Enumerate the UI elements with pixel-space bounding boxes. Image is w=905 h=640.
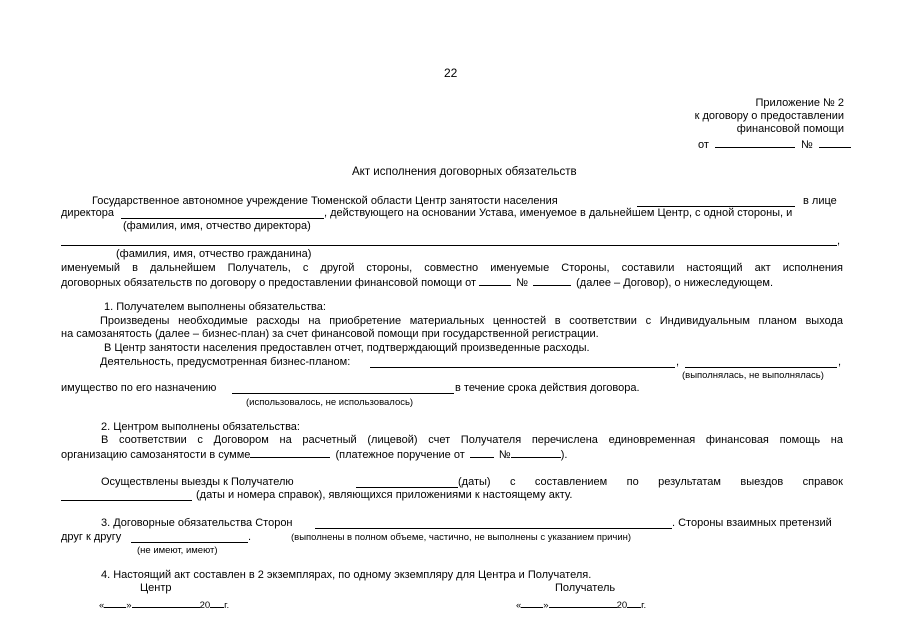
center-year-blank[interactable]: [210, 597, 224, 608]
appendix-number-blank[interactable]: [819, 137, 851, 148]
citizen-comma: ,: [837, 235, 841, 247]
section1-p1-line1: Произведены необходимые расходы на приобретение материальных ценностей в соответствии с Индивидуальным планом выхода: [100, 315, 843, 327]
recipient-signature-date: « » 20 г.: [516, 597, 646, 612]
center-label: Центр: [140, 582, 172, 594]
section2-p1-line2: организацию самозанятости в сумме (платежное поручение от № ).: [61, 449, 568, 461]
visit-dates-blank[interactable]: [356, 487, 458, 488]
center-day-blank[interactable]: [104, 597, 126, 608]
payment-date-blank[interactable]: [470, 447, 494, 458]
recipient-month-blank[interactable]: [549, 597, 617, 608]
section3-line1-b: . Стороны взаимных претензий: [672, 517, 832, 529]
obligations-status-blank[interactable]: [315, 528, 672, 529]
recipient-day-blank[interactable]: [521, 597, 543, 608]
contract-number-blank[interactable]: [533, 275, 571, 286]
activity-blank[interactable]: [370, 367, 675, 368]
section2-visits-b: (даты) с составлением по результатам выездов справок: [458, 476, 843, 488]
citizen-name-blank[interactable]: [61, 245, 837, 246]
section3-line1-a: 3. Договорные обязательства Сторон: [101, 517, 293, 529]
amount-blank[interactable]: [250, 447, 330, 458]
appendix-line3: финансовой помощи: [736, 123, 844, 135]
claims-blank[interactable]: [131, 542, 248, 543]
intro-line2-start: директора: [61, 207, 115, 219]
intro-line1: Государственное автономное учреждение Тюменской области Центр занятости населения: [92, 195, 558, 207]
intro-line2-text: , действующего на основании Устава, именуемое в дальнейшем Центр, с одной стороны, и: [324, 207, 793, 219]
appendix-line2: к договору о предоставлении: [694, 110, 844, 122]
appendix-date-line: от №: [698, 137, 851, 152]
intro-line4: именуемый в дальнейшем Получатель, с другой стороны, совместно именуемые Стороны, составили настоящий акт исполнения: [61, 262, 843, 274]
activity-comma2: ,: [838, 356, 842, 368]
section2-visits-line2: (даты и номера справок), являющихся приложениями к настоящему акту.: [196, 489, 573, 501]
payment-number-blank[interactable]: [511, 447, 561, 458]
activity-hint: (выполнялась, не выполнялась): [682, 370, 824, 381]
section1-p2: В Центр занятости населения предоставлен отчет, подтверждающий произведенные расходы.: [104, 342, 590, 354]
director-name-blank[interactable]: [121, 218, 324, 219]
claims-hint: (не имеют, имеют): [137, 545, 218, 556]
property-usage-blank[interactable]: [232, 393, 454, 394]
section2-heading: 2. Центром выполнены обязательства:: [101, 421, 300, 433]
page-number: 22: [444, 66, 458, 80]
reports-blank[interactable]: [61, 500, 192, 501]
citizen-hint: (фамилия, имя, отчество гражданина): [116, 248, 312, 260]
recipient-year-blank[interactable]: [627, 597, 641, 608]
document-title: Акт исполнения договорных обязательств: [352, 166, 577, 178]
contract-date-blank[interactable]: [479, 275, 511, 286]
section3-line2-a: друг к другу: [61, 531, 122, 543]
section1-heading: 1. Получателем выполнены обязательства:: [104, 301, 326, 313]
appendix-date-blank[interactable]: [715, 137, 795, 148]
director-hint: (фамилия, имя, отчество директора): [123, 220, 311, 232]
section2-p1-line1: В соответствии с Договором на расчетный (лицевой) счет Получателя перечислена единовременная финансовая помощь на: [101, 434, 843, 446]
section1-p3: Деятельность, предусмотренная бизнес-планом:: [100, 356, 351, 368]
section2-visits-a: Осуществлены выезды к Получателю: [101, 476, 294, 488]
activity-comma1: ,: [676, 356, 680, 368]
center-month-blank[interactable]: [132, 597, 200, 608]
obligations-hint: (выполнены в полном объеме, частично, не выполнены с указанием причин): [291, 532, 632, 543]
section1-p1-line2: на самозанятость (далее – бизнес-план) за счет финансовой помощи при государственной регистрации.: [61, 328, 599, 340]
activity-status-blank[interactable]: [685, 367, 837, 368]
section4-text: 4. Настоящий акт составлен в 2 экземплярах, по одному экземпляру для Центра и Получателя.: [101, 569, 592, 581]
intro-line5: договорных обязательств по договору о предоставлении финансовой помощи от № (далее – Договор), о нижеследующем.: [61, 277, 774, 289]
section1-p4-start: имущество по его назначению: [61, 382, 217, 394]
property-usage-hint: (использовалось, не использовалось): [246, 397, 414, 408]
appendix-title: Приложение № 2: [755, 97, 844, 109]
section3-line2-b: .: [248, 531, 252, 543]
center-signature-date: « » 20 г.: [99, 597, 229, 612]
section1-p4-end: в течение срока действия договора.: [455, 382, 640, 394]
recipient-label: Получатель: [555, 582, 616, 594]
intro-line1-end: в лице: [803, 195, 837, 207]
